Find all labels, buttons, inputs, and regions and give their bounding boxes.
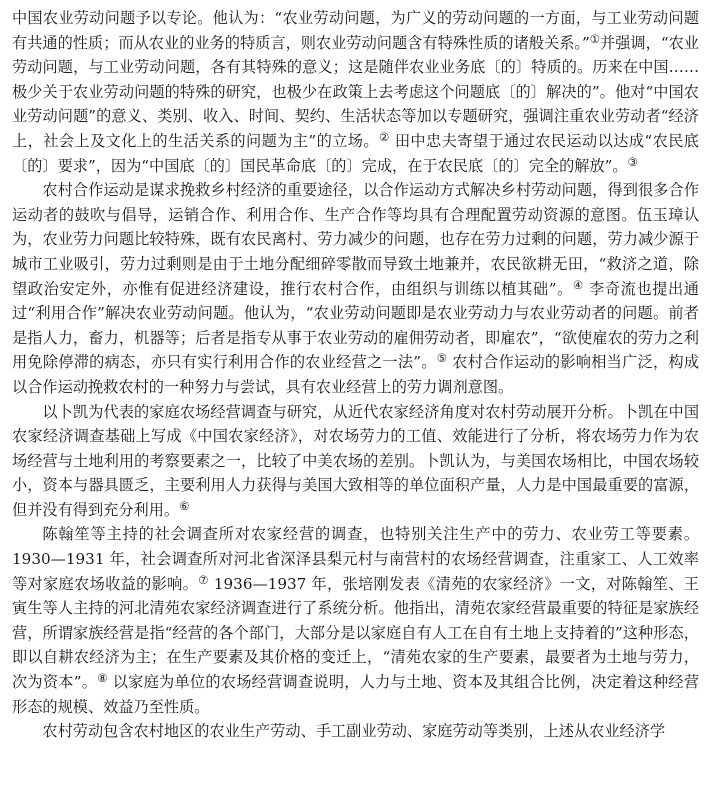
text-run: 田中忠夫寄望于通过农民运动以达成“农民底〔的〕要求”，因为“中国底〔的〕国民革命底〔的〕完成，在于农民底〔的〕完全的解放”。 bbox=[12, 131, 699, 175]
footnote-marker-2: ② bbox=[378, 129, 390, 144]
paragraph-5 bbox=[12, 719, 699, 744]
text-run: 中国农业劳动问题予以专论。他认为：“农业劳动问题，为广义的劳动问题的一方面，与工业劳动问题有共通的性质；而从农业的业务的特质言，则农业劳动问题含有特殊性质的诸般关系。” bbox=[12, 9, 699, 52]
text-run: 以家庭为单位的农场经营调查说明，人力与土地、资本及其组合比例，决定着这种经营形态的规模、效益乃至性质。 bbox=[12, 673, 700, 716]
text-run: 以卜凯为代表的家庭农场经营调查与研究，从近代农家经济角度对农村劳动展开分析。卜凯在中国农家经济调查基础上写成《中国农家经济》，对农场劳力的工值、效能进行了分析，将农场劳力作为农场经营与土地利用的考察要素之一，比较了中美农场的差别。卜凯认为，与美国农场相比，中国农场较小，资本与器具匮乏，主要利用人力获得与美国大致相等的单位面积产量，人力是中国最重要的富源，但并没有得到充分利用。 bbox=[12, 402, 699, 519]
footnote-marker-1: ① bbox=[589, 31, 601, 46]
text-run: 农村合作运动的影响相当广泛，构成以合作运动挽救农村的一种努力与尝试，具有农业经营上的劳力调剂意图。 bbox=[12, 353, 700, 396]
text-run: 1936—1937 年，张培刚发表《清苑的农家经济》一文，对陈翰笙、王寅生等人主持的河北清苑农家经济调查进行了系统分析。他指出，清苑农家经营最重要的特征是家族经营，所谓家族经营是指“经营的各个部门，大部分是以家庭自有人工在自有土地上支持着的”这种形态，即以自耕农经济为主；在生产要素及其价格的变迁上，“清苑农家的生产要素，最要者为土地与劳力，次为资本”。 bbox=[12, 574, 699, 692]
text-run: 李奇流也提出通过“利用合作”解决农业劳动问题。他认为，“农业劳动问题即是农业劳动力与农业劳动者的问题。前者是指人力，畜力，机器等；后者是指专从事于农业劳动的雇佣劳动者，即雇农”，“欲使雇农的劳力之利用免除停滞的病态，亦只有实行利用合作的农业经营之一法”。 bbox=[12, 279, 699, 372]
footnote-marker-6: ⑥ bbox=[179, 498, 190, 513]
paragraph-1 bbox=[12, 6, 699, 178]
footnote-marker-8: ⑧ bbox=[97, 670, 108, 685]
text-run: 农村劳动包含农村地区的农业生产劳动、手工副业劳动、家庭劳动等类别，上述从农业经济学 bbox=[42, 722, 666, 741]
text-run: 并强调，“农业劳动问题，与工业劳动问题，各有其特殊的意义；这是随伴农业业务底〔的〕特质的。历来在中国……极少关于农业劳动问题的特殊的研究，也极少在政策上去考虑这个问题底〔的〕解决的”。他对“中国农业劳动问题”的意义、类别、收入、时间、契约、生活状态等加以专题研究，强调注重农业劳动者“经济上，社会上及文化上的生活关系的问题为主”的立场。 bbox=[12, 33, 699, 150]
footnote-marker-3: ③ bbox=[627, 154, 638, 169]
text-run: 农村合作运动是谋求挽救乡村经济的重要途径，以合作运动方式解决乡村劳动问题，得到很多合作运动者的鼓吹与倡导，运销合作、利用合作、生产合作等均具有合理配置劳动资源的意图。伍玉璋认为，农业劳力问题比较特殊，既有农民离村、劳力减少的问题，也存在劳力过剩的问题，劳力减少源于城市工业吸引，劳力过剩则是由于土地分配细碎零散而导致土地兼并，农民欲耕无田，“救济之道，除望政治安定外，亦惟有促进经济建设，推行农村合作，由组织与训练以植其础”。 bbox=[12, 181, 699, 298]
paragraph-3 bbox=[12, 400, 699, 523]
footnote-marker-5: ⑤ bbox=[436, 351, 448, 366]
paragraph-2 bbox=[12, 178, 699, 399]
footnote-marker-7: ⑦ bbox=[198, 572, 209, 587]
paragraph-4 bbox=[12, 522, 699, 719]
text-run: 陈翰笙等主持的社会调查所对农家经营的调查，也特别关注生产中的劳力、农业劳工等要素。1930—1931 年，社会调查所对河北省深泽县梨元村与南营村的农场经营调查，注重家工、人工效率等对家庭农场收益的影响。 bbox=[12, 525, 699, 593]
footnote-marker-4: ④ bbox=[572, 277, 584, 292]
